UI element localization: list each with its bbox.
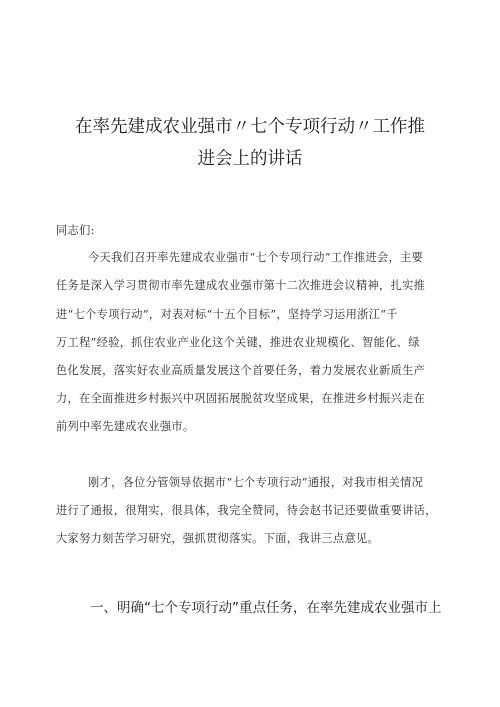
paragraph-1-line-7: 前列中率先建成农业强市。 xyxy=(56,420,195,433)
section-heading: 一、明确“七个专项行动”重点任务，在率先建成农业强市上 xyxy=(90,600,442,616)
salutation: 同志们: xyxy=(56,224,95,237)
document-title-line-2: 进会上的讲话 xyxy=(197,149,303,169)
paragraph-1-line-4: 万工程”经验，抓住农业产业化这个关键，推进农业规模化、智能化、绿 xyxy=(56,336,420,349)
paragraph-2-line-1: 刚才，各位分管领导依据市“七个专项行动”通报，对我市相关情况 xyxy=(88,476,424,489)
paragraph-1-line-2: 任务是深入学习贯彻市率先建成农业强市第十二次推进会议精神，扎实推 xyxy=(56,279,426,292)
document-title-line-1: 在率先建成农业强市〃七个专项行动〃工作推 xyxy=(75,117,425,137)
paragraph-1-line-5: 色化发展，落实好农业高质量发展这个首要任务，着力发展农业新质生产 xyxy=(56,364,426,377)
paragraph-2-line-3: 大家努力刻苦学习研究，强抓贯彻落实。下面，我讲三点意见。 xyxy=(56,532,380,545)
paragraph-2-line-2: 进行了通报，很翔实，很具体，我完全赞同，待会赵书记还要做重要讲话， xyxy=(56,504,437,517)
paragraph-1-line-1: 今天我们召开率先建成农业强市“七个专项行动”工作推进会，主要 xyxy=(88,251,424,264)
paragraph-1-line-3: 进“七个专项行动”，对表对标“十五个目标”，坚持学习运用浙江“千 xyxy=(56,308,398,321)
paragraph-1-line-6: 力，在全面推进乡村振兴中巩固拓展脱贫攻坚成果，在推进乡村振兴走在 xyxy=(56,392,426,405)
